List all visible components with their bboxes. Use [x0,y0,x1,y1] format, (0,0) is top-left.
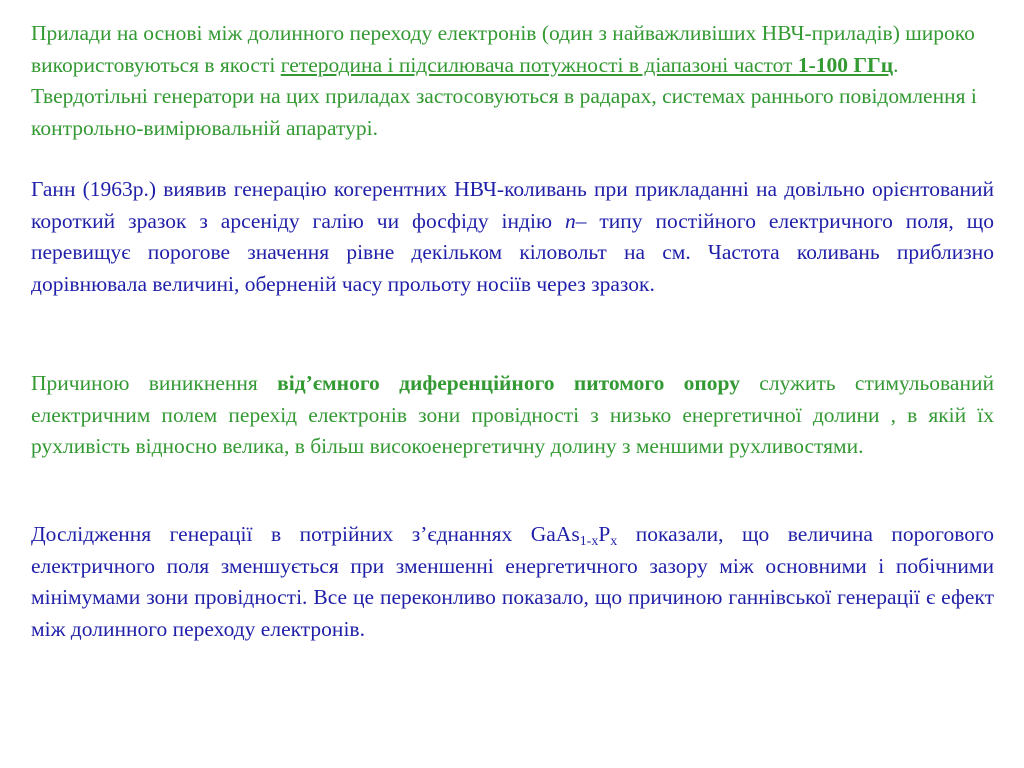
ternary-text-a: Дослідження генерації в потрійних з’єднаннях GaAs [31,522,580,546]
intro-underlined-text [281,53,893,77]
ternary-text-b: показали, що величина порогового електричного поля зменшується при зменшенні енергетичного зазору між основними і побічними мінімумами зони провідності. Все це переконливо показало, що причиною ганнівської генерації є ефект між долинного переходу електронів. [31,522,994,641]
ndr-text-b: служить стимульований електричним полем перехід електронів зони провідності з низько енергетичної долини , в якій їх рухливість відносно велика, в більш високоенергетичну долину з меншими рухливостями. [31,371,994,458]
ndr-bold-term: від’ємного диференційного питомого опору [277,371,740,395]
paragraph-intro [31,18,991,144]
paragraph-negative-resistance [31,368,994,463]
ndr-text-a: Причиною виникнення [31,371,278,395]
intro-text: Прилади на основі між долинного переходу електронів (один з найважливіших НВЧ-приладів) широко використовуються в якості [31,21,975,77]
frequency-range: 1-100 ГГц [797,52,894,77]
subscript-x: x [610,534,618,550]
gunn-text-b: – типу постійного електричного поля, що перевищує порогове значення рівне декільком кіловольт на см. Частота коливань приблизно дорівнювала величині, оберненій часу прольоту носіїв через зразок. [31,208,995,296]
subscript-1-x: 1-x [579,534,599,550]
paragraph-gunn-discovery [31,174,994,300]
formula-p: P [598,522,611,546]
intro-underlined-phrase: гетеродина і підсилювача потужності в діапазоні частот [280,52,798,77]
intro-rest-text: . Твердотільні генератори на цих приладах застосовуються в радарах, системах раннього повідомлення і контрольно-вимірювальній апаратурі. [31,52,977,140]
gunn-text-a: Ганн (1963р.) виявив генерацію когерентних НВЧ-коливань при прикладанні на довільно орієнтований короткий зразок з арсеніду галію чи фосфіду індію [31,177,994,233]
paragraph-ternary-compounds [31,519,994,645]
n-type-symbol: n [564,208,576,233]
